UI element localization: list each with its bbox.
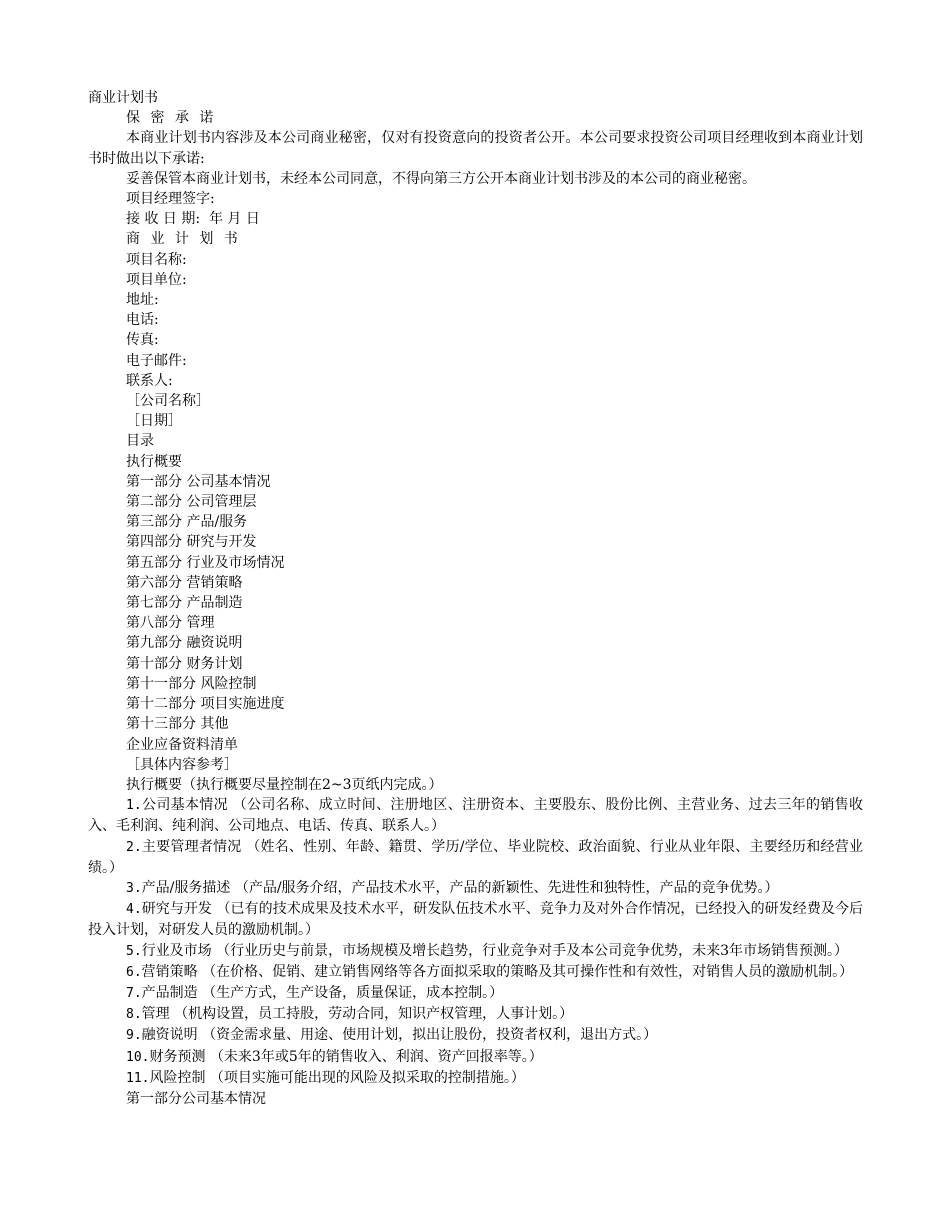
manager-sign-line: 项目经理签字: bbox=[126, 191, 215, 208]
item-number: 1. bbox=[126, 798, 142, 814]
item-number: 9. bbox=[126, 1028, 142, 1044]
detail-item bbox=[88, 878, 863, 899]
item-number: 11. bbox=[126, 1070, 150, 1086]
item-number: 3. bbox=[126, 880, 142, 896]
confidential-heading: 保 密 承 诺 bbox=[126, 110, 217, 127]
item-text: 行业及市场 （行业历史与前景，市场规模及增长趋势，行业竞争对手及本公司竞争优势，未来3年市场销售预测。） bbox=[141, 942, 849, 959]
item-text: 管理 （机构设置，员工持股，劳动合同，知识产权管理，人事计划。） bbox=[141, 1006, 574, 1023]
detail-item bbox=[88, 983, 863, 1004]
detail-item bbox=[88, 941, 863, 962]
promise-paragraph: 妥善保管本商业计划书，未经本公司同意，不得向第三方公开本商业计划书涉及的本公司的商业秘密。 bbox=[126, 170, 756, 187]
item-text: 研究与开发 （已有的技术成果及技术水平，研发队伍技术水平、竞争力及对外合作情况，已经投入的研发经费及今后投入计划，对研发人员的激励机制。） bbox=[88, 901, 863, 939]
toc-item: 第九部分 融资说明 bbox=[126, 635, 243, 652]
detail-item bbox=[88, 1047, 863, 1068]
detail-item bbox=[88, 962, 863, 983]
item-number: 5. bbox=[126, 943, 142, 959]
item-number: 10. bbox=[126, 1049, 150, 1065]
item-text: 产品制造 （生产方式，生产设备，质量保证，成本控制。） bbox=[141, 984, 504, 1001]
item-number: 4. bbox=[126, 902, 142, 918]
item-text: 公司基本情况 （公司名称、成立时间、注册地区、注册资本、主要股东、股份比例、主营业务、过去三年的销售收入、毛利润、纯利润、公司地点、电话、传真、联系人。） bbox=[88, 797, 863, 835]
toc-item: 第五部分 行业及市场情况 bbox=[126, 554, 285, 571]
item-number: 8. bbox=[126, 1007, 142, 1023]
toc-item: 第十一部分 风险控制 bbox=[126, 675, 257, 692]
toc-item: 第十三部分 其他 bbox=[126, 716, 229, 733]
detail-item bbox=[88, 1025, 863, 1046]
field-project-name: 项目名称: bbox=[126, 251, 187, 268]
detail-item bbox=[88, 837, 863, 878]
detail-reference: ［具体内容参考］ bbox=[126, 756, 238, 773]
item-number: 2. bbox=[126, 839, 142, 855]
item-text: 财务预测 （未来3年或5年的销售收入、利润、资产回报率等。） bbox=[149, 1048, 543, 1065]
item-number: 7. bbox=[126, 985, 142, 1001]
date-placeholder: ［日期］ bbox=[126, 413, 182, 430]
item-number: 6. bbox=[126, 964, 142, 980]
detail-item bbox=[88, 1068, 863, 1089]
intro-paragraph: 本商业计划书内容涉及本公司商业秘密，仅对有投资意向的投资者公开。本公司要求投资公司项目经理收到本商业计划书时做出以下承诺: bbox=[88, 130, 863, 167]
plan-title-spaced: 商 业 计 划 书 bbox=[126, 231, 241, 248]
part1-heading: 第一部分公司基本情况 bbox=[126, 1090, 266, 1107]
detail-item bbox=[88, 795, 863, 836]
exec-summary-line: 执行概要（执行概要尽量控制在2~3页纸内完成。） bbox=[126, 776, 443, 793]
toc-heading: 目录 bbox=[126, 433, 154, 450]
document-body bbox=[88, 88, 863, 1109]
field-fax: 传真: bbox=[126, 332, 159, 349]
toc-item: 第三部分 产品/服务 bbox=[126, 514, 248, 531]
field-phone: 电话: bbox=[126, 312, 159, 329]
item-text: 风险控制 （项目实施可能出现的风险及拟采取的控制措施。） bbox=[149, 1069, 525, 1086]
field-contact: 联系人: bbox=[126, 372, 173, 389]
toc-item: 第八部分 管理 bbox=[126, 615, 215, 632]
company-name-placeholder: ［公司名称］ bbox=[126, 393, 210, 410]
toc-item: 执行概要 bbox=[126, 453, 182, 470]
item-text: 产品/服务描述 （产品/服务介绍，产品技术水平，产品的新颖性、先进性和独特性，产品的竞争优势。） bbox=[141, 879, 779, 896]
doc-title: 商业计划书 bbox=[88, 90, 158, 106]
toc-item: 第四部分 研究与开发 bbox=[126, 534, 257, 551]
detail-item bbox=[88, 899, 863, 940]
receive-date-line: 接 收 日 期: 年 月 日 bbox=[126, 211, 260, 228]
toc-item: 第七部分 产品制造 bbox=[126, 595, 243, 612]
toc-item: 第十二部分 项目实施进度 bbox=[126, 696, 285, 713]
toc-item: 第十部分 财务计划 bbox=[126, 655, 243, 672]
item-text: 融资说明 （资金需求量、用途、使用计划，拟出让股份，投资者权利，退出方式。） bbox=[141, 1027, 658, 1044]
item-text: 营销策略 （在价格、促销、建立销售网络等各方面拟采取的策略及其可操作性和有效性，对销售人员的激励机制。） bbox=[141, 963, 854, 980]
field-project-unit: 项目单位: bbox=[126, 271, 187, 288]
field-address: 地址: bbox=[126, 292, 159, 309]
toc-item: 第六部分 营销策略 bbox=[126, 574, 243, 591]
detail-item bbox=[88, 1004, 863, 1025]
item-text: 主要管理者情况 （姓名、性别、年龄、籍贯、学历/学位、毕业院校、政治面貌、行业从业年限、主要经历和经营业绩。） bbox=[88, 838, 863, 876]
toc-item: 第一部分 公司基本情况 bbox=[126, 473, 271, 490]
field-email: 电子邮件: bbox=[126, 352, 187, 369]
toc-item: 企业应备资料清单 bbox=[126, 736, 238, 753]
toc-item: 第二部分 公司管理层 bbox=[126, 494, 257, 511]
